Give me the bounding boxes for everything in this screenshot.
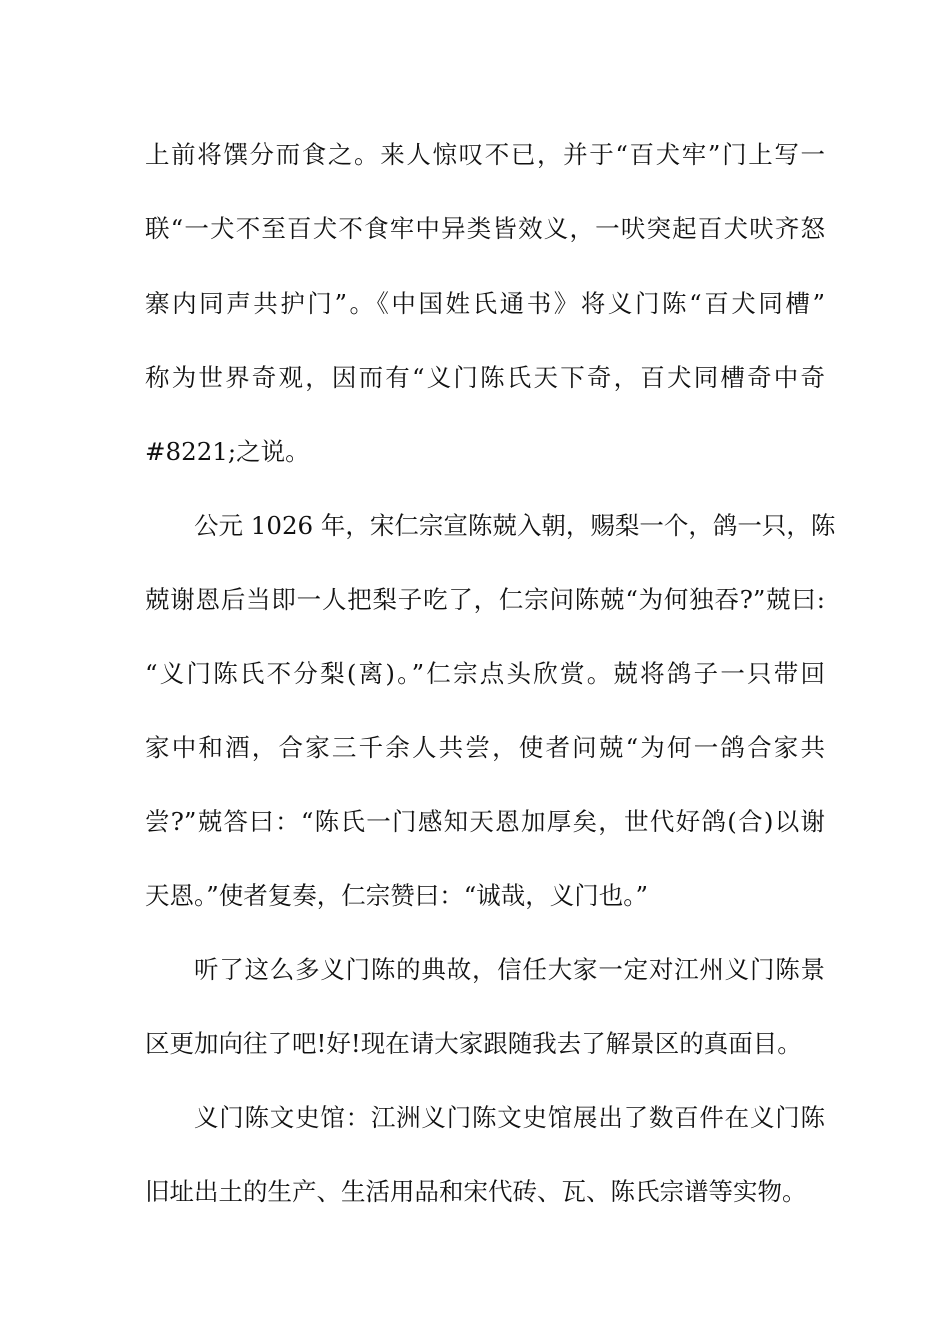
paragraph-line: 称为世界奇观，因而有“义门陈氏天下奇，百犬同槽奇中奇 xyxy=(145,363,825,392)
paragraph-line: #8221;之说。 xyxy=(145,437,310,466)
paragraph-line: 尝?”兢答曰：“陈氏一门感知天恩加厚矣，世代好鸽(合)以谢 xyxy=(145,807,825,836)
paragraph-line: 兢谢恩后当即一人把梨子吃了，仁宗问陈兢“为何独吞?”兢曰: xyxy=(145,585,825,614)
paragraph-line: 听了这么多义门陈的典故，信任大家一定对江州义门陈景 xyxy=(194,955,825,984)
paragraph-line: 旧址出土的生产、生活用品和宋代砖、瓦、陈氏宗谱等实物。 xyxy=(145,1177,807,1206)
paragraph-line: 上前将馔分而食之。来人惊叹不已，并于“百犬牢”门上写一 xyxy=(145,140,825,169)
paragraph-line: “义门陈氏不分梨(离)。”仁宗点头欣赏。兢将鸽子一只带回 xyxy=(145,659,825,688)
paragraph-line: 寨内同声共护门”。《中国姓氏通书》将义门陈“百犬同槽” xyxy=(145,289,825,318)
paragraph-line: 公元 1026 年，宋仁宗宣陈兢入朝，赐梨一个，鸽一只，陈 xyxy=(194,511,836,540)
paragraph-line: 义门陈文史馆：江洲义门陈文史馆展出了数百件在义门陈 xyxy=(194,1103,825,1132)
paragraph-line: 家中和酒，合家三千余人共尝，使者问兢“为何一鸽合家共 xyxy=(145,733,825,762)
paragraph-line: 联“一犬不至百犬不食牢中异类皆效义，一吠突起百犬吠齐怒 xyxy=(145,214,825,243)
paragraph-line: 区更加向往了吧!好!现在请大家跟随我去了解景区的真面目。 xyxy=(145,1029,802,1058)
paragraph-line: 天恩。”使者复奏，仁宗赞曰：“诚哉，义门也。” xyxy=(145,881,649,910)
